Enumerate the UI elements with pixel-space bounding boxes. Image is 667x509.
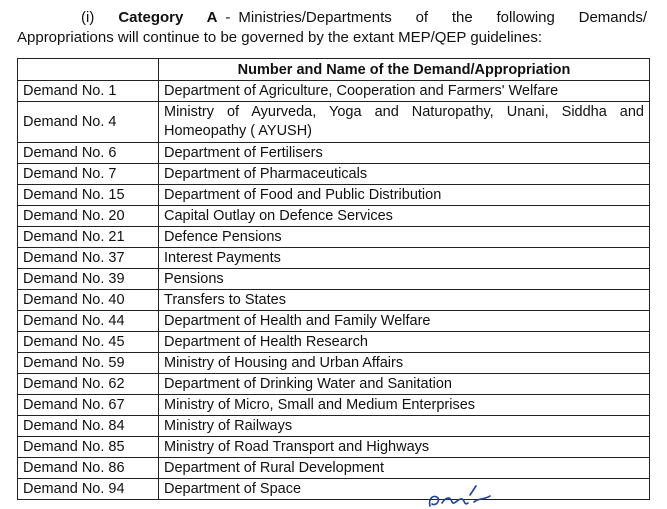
demand-number: Demand No. 67 [18, 395, 159, 416]
demand-number: Demand No. 85 [18, 437, 159, 458]
demand-number: Demand No. 15 [18, 185, 159, 206]
intro-line-1 [17, 8, 647, 28]
table-row [18, 227, 650, 248]
table-row [18, 332, 650, 353]
table-row [18, 81, 650, 102]
demand-name: Ministry of Railways [159, 416, 650, 437]
table-row [18, 248, 650, 269]
demand-number: Demand No. 84 [18, 416, 159, 437]
table-row [18, 416, 650, 437]
demand-number: Demand No. 40 [18, 290, 159, 311]
table-header-row [18, 59, 650, 81]
demand-name: Department of Drinking Water and Sanitation [159, 374, 650, 395]
table-row [18, 311, 650, 332]
demand-number: Demand No. 86 [18, 458, 159, 479]
demand-name: Interest Payments [159, 248, 650, 269]
demand-name: Capital Outlay on Defence Services [159, 206, 650, 227]
intro-paragraph [17, 8, 647, 48]
demand-name: Transfers to States [159, 290, 650, 311]
demand-number: Demand No. 1 [18, 81, 159, 102]
demand-number: Demand No. 37 [18, 248, 159, 269]
demand-name: Department of Fertilisers [159, 143, 650, 164]
table-row [18, 143, 650, 164]
demand-name: Defence Pensions [159, 227, 650, 248]
table-row [18, 164, 650, 185]
table-row [18, 102, 650, 143]
demand-name: Department of Health Research [159, 332, 650, 353]
demand-name: Pensions [159, 269, 650, 290]
demand-number: Demand No. 45 [18, 332, 159, 353]
demand-name: Department of Rural Development [159, 458, 650, 479]
table-row [18, 374, 650, 395]
table-row [18, 290, 650, 311]
table-row [18, 437, 650, 458]
handwritten-signature [424, 484, 514, 509]
demand-name: Department of Health and Family Welfare [159, 311, 650, 332]
intro-line-2: Appropriations will continue to be governed by the extant MEP/QEP guidelines: [17, 29, 543, 46]
demand-number: Demand No. 20 [18, 206, 159, 227]
table-row [18, 353, 650, 374]
demand-number: Demand No. 6 [18, 143, 159, 164]
demand-number: Demand No. 59 [18, 353, 159, 374]
table-row [18, 269, 650, 290]
demand-name: Department of Food and Public Distribution [159, 185, 650, 206]
demand-number: Demand No. 94 [18, 479, 159, 500]
demand-number: Demand No. 4 [18, 102, 159, 143]
category-label: Category A [118, 9, 218, 26]
demand-number: Demand No. 7 [18, 164, 159, 185]
demand-number: Demand No. 44 [18, 311, 159, 332]
intro-text-1: Ministries/Departments of the following Demands/ [238, 9, 647, 26]
clause-number: (i) [81, 9, 95, 26]
demand-name: Department of Agriculture, Cooperation and Farmers' Welfare [159, 81, 650, 102]
table-row [18, 206, 650, 227]
demand-number: Demand No. 39 [18, 269, 159, 290]
demand-name: Department of Pharmaceuticals [159, 164, 650, 185]
demand-name: Department of Space [159, 479, 650, 500]
table-header: Number and Name of the Demand/Appropriation [159, 59, 650, 81]
table-row [18, 458, 650, 479]
demands-table [17, 58, 650, 500]
table-row [18, 185, 650, 206]
demand-name: Ministry of Ayurveda, Yoga and Naturopathy, Unani, Siddha and Homeopathy ( AYUSH) [159, 102, 650, 143]
table-row [18, 395, 650, 416]
demand-name: Ministry of Road Transport and Highways [159, 437, 650, 458]
demand-number: Demand No. 21 [18, 227, 159, 248]
demand-name: Ministry of Micro, Small and Medium Enterprises [159, 395, 650, 416]
demand-name: Ministry of Housing and Urban Affairs [159, 353, 650, 374]
table-row [18, 479, 650, 500]
category-dash: - [225, 9, 231, 26]
demand-number: Demand No. 62 [18, 374, 159, 395]
